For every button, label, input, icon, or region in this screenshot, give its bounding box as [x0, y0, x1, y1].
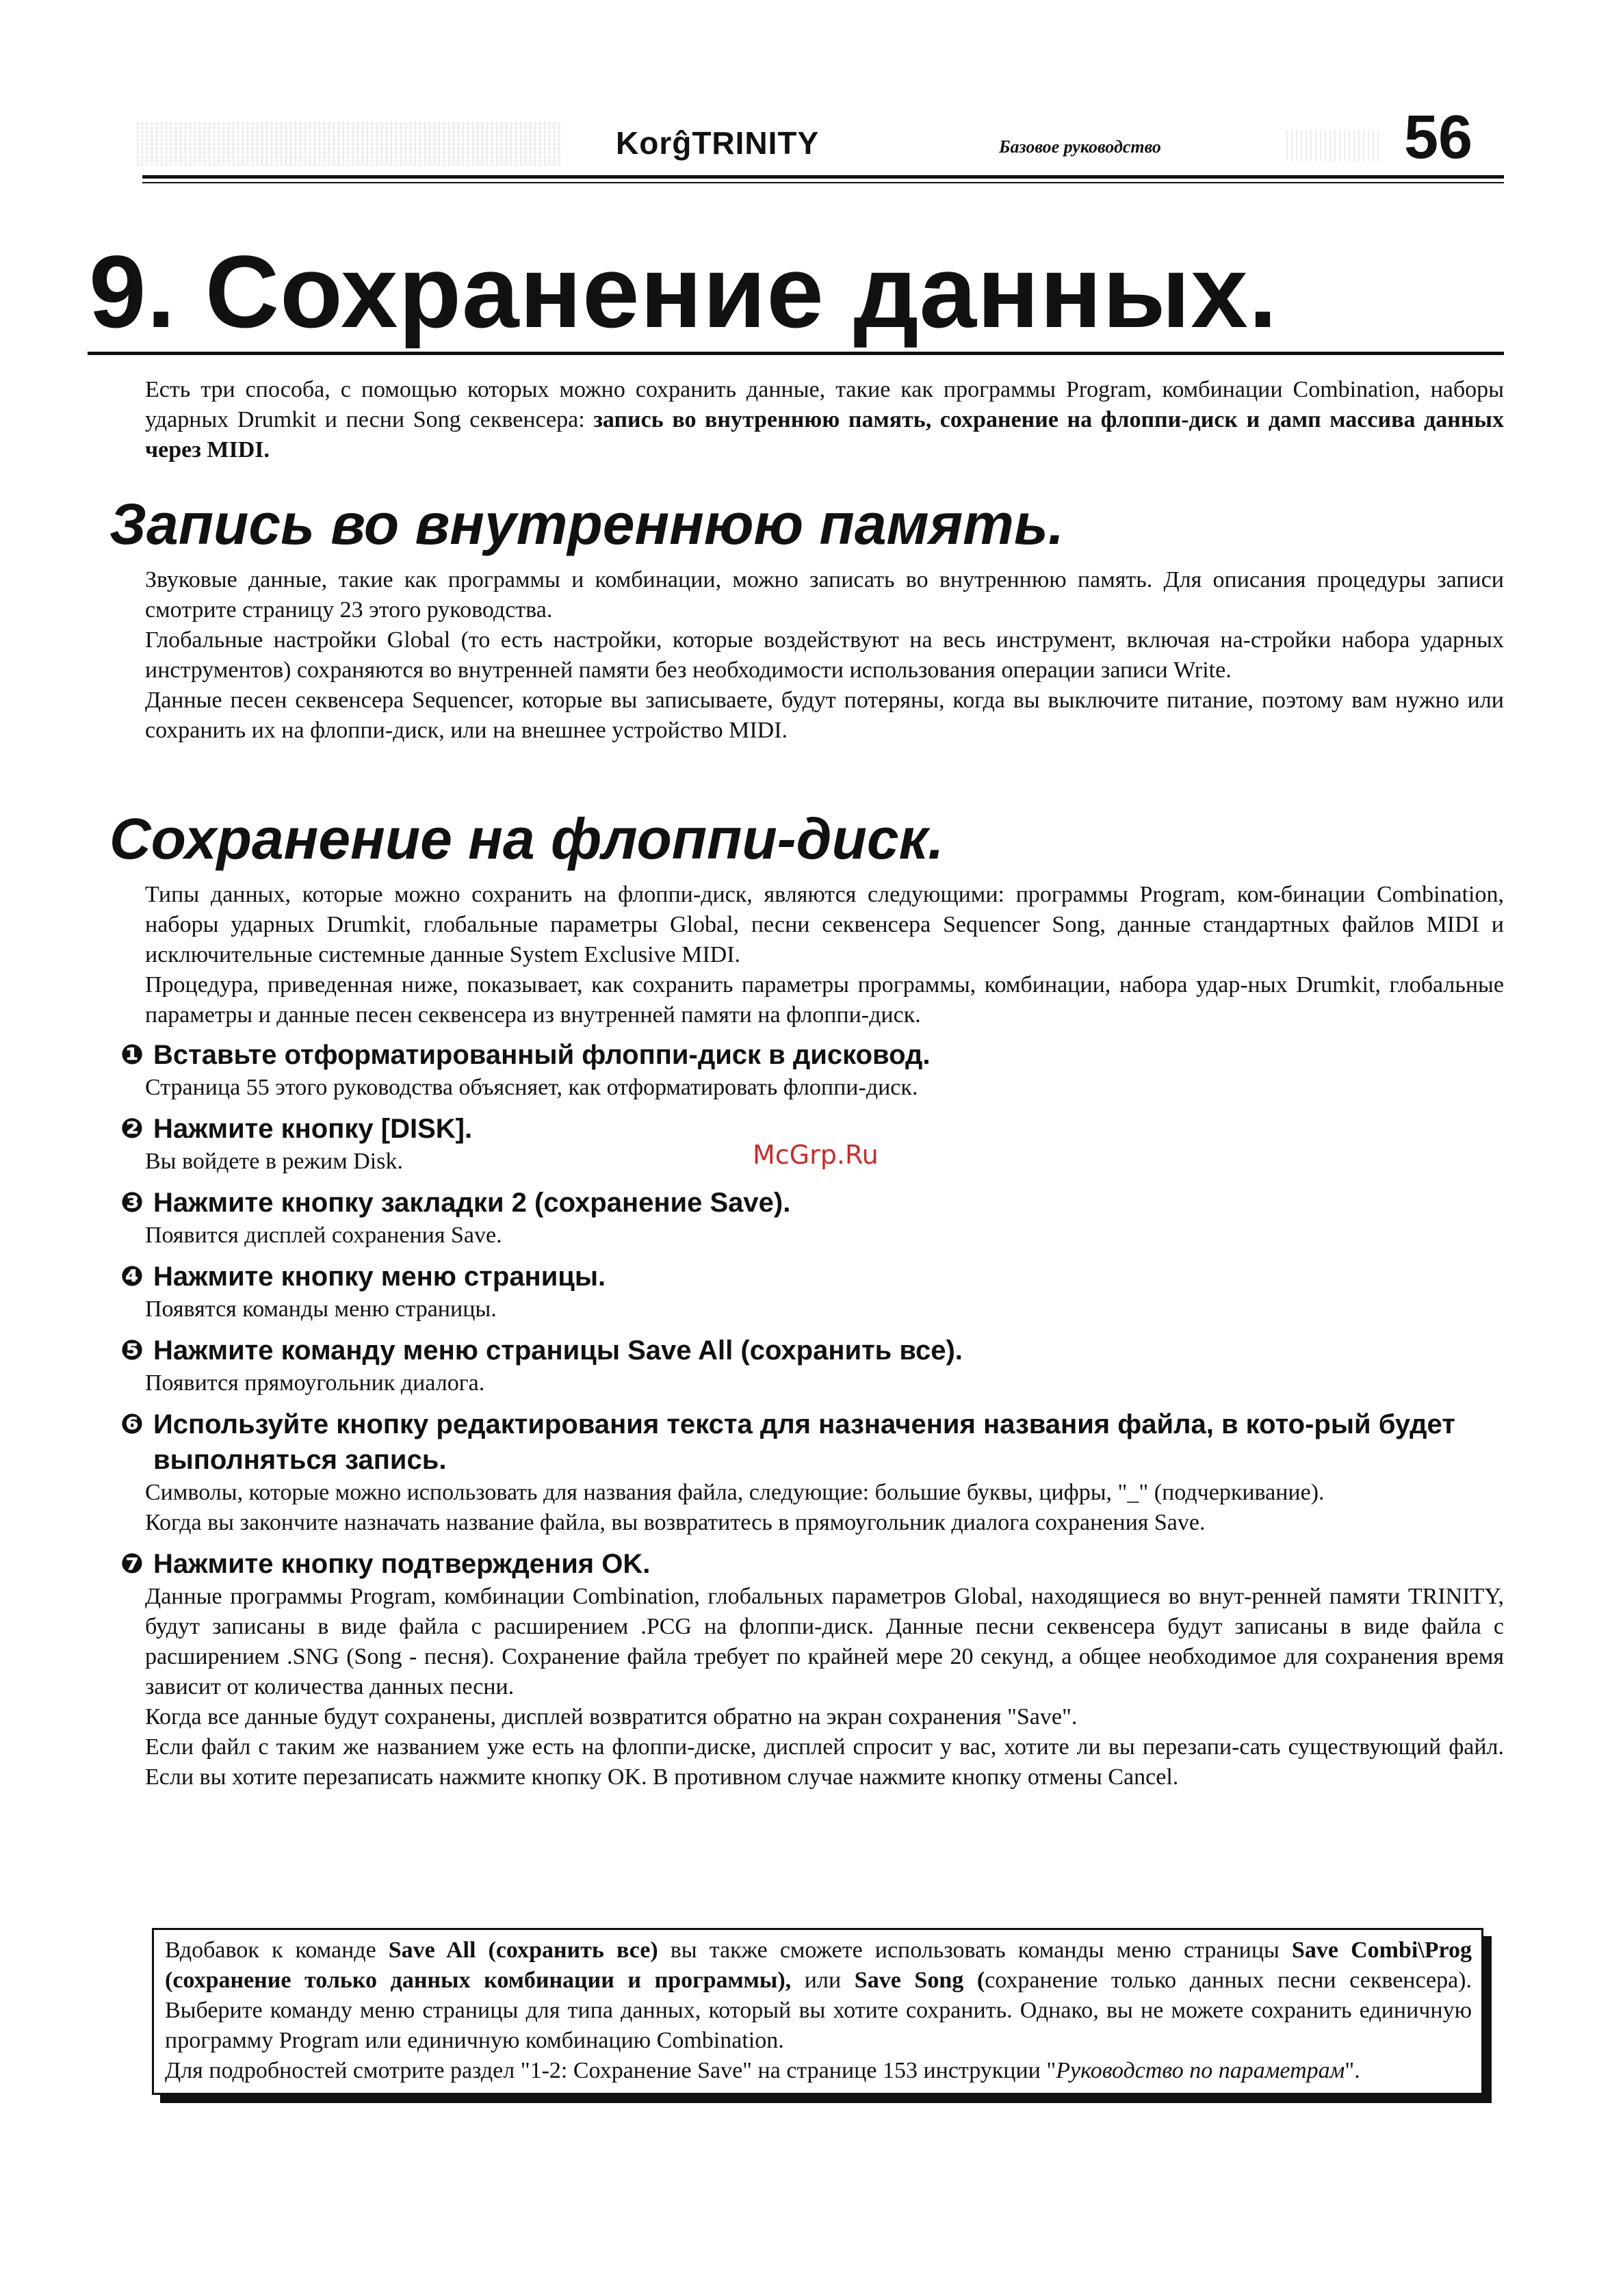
note-paragraph — [165, 2056, 1472, 2086]
note-bold: Save Song ( — [854, 1968, 985, 1993]
step-title: Нажмите команду меню страницы Save All (сохранить все). — [153, 1335, 963, 1366]
paragraph: Процедура, приведенная ниже, показывает, как сохранить параметры программы, комбинации, набора удар-ных Drumkit, глобальные параметры и данные песен секвенсера из внутренней памяти на флоппи-диск. — [145, 972, 1504, 1028]
step-text: Символы, которые можно использовать для названия файла, следующие: большие буквы, цифры, "_" (подчеркивание). — [145, 1480, 1325, 1505]
header-rule-thin — [142, 182, 1504, 183]
step-title: Вставьте отформатированный флоппи-диск в дисковод. — [153, 1040, 931, 1070]
step-title: Используйте кнопку редактирования текста для назначения названия файла, в кото-рый будет выполняться запись. — [153, 1409, 1455, 1475]
paragraph: Глобальные настройки Global (то есть настройки, которые воздействуют на весь инструмент, включая на-стройки набора ударных инструментов) сохраняются во внутренней памяти без необходимости использования операции записи Write. — [145, 627, 1504, 683]
note-text: вы также сможете использовать команды меню страницы — [658, 1938, 1292, 1963]
step-number: ❶ — [120, 1039, 144, 1071]
step-text: Когда все данные будут сохранены, дисплей возвратится обратно на экран сохранения "Save". — [145, 1704, 1078, 1730]
step-title: Нажмите кнопку [DISK]. — [153, 1114, 473, 1144]
step-text: Данные программы Program, комбинации Combination, глобальных параметров Global, находящиеся во внут-ренней памяти TRINITY, будут записаны в виде файла с расширением .PCG на флоппи-диск. Данные песни секвенсера будут записаны в виде файла с расширением .SNG (Song - песня). Сохранение файла требует по крайней мере 20 секунд, а общее необходимое для сохранения время зависит от количества данных песни. — [145, 1584, 1504, 1699]
note-bold: Save All (сохранить все) — [388, 1938, 658, 1963]
chapter-title: 9. Сохранение данных. — [89, 234, 1278, 349]
note-text: или — [791, 1968, 855, 1993]
page-number: 56 — [1404, 103, 1473, 172]
step-number: ❹ — [120, 1261, 144, 1292]
intro-bold: запись во внутреннюю память, сохранение на флоппи-диск и дамп массива данных через MIDI. — [145, 407, 1504, 462]
header-texture — [137, 122, 561, 166]
step-title: Нажмите кнопку закладки 2 (сохранение Save). — [153, 1188, 791, 1218]
note-text: ". — [1345, 2058, 1360, 2083]
section-heading-floppy: Сохранение на флоппи-диск. — [109, 807, 944, 871]
watermark-link[interactable]: McGrp.Ru — [753, 1140, 879, 1170]
step-text: Появятся команды меню страницы. — [145, 1296, 497, 1322]
step-1 — [120, 1037, 1504, 1103]
paragraph: Данные песен секвенсера Sequencer, которые вы записываете, будут потеряны, когда вы выключите питание, поэтому вам нужно или сохранить их на флоппи-диск, или на внешнее устройство MIDI. — [145, 688, 1504, 743]
step-number: ❻ — [120, 1409, 144, 1440]
step-7 — [120, 1546, 1504, 1792]
step-6 — [120, 1407, 1504, 1538]
step-number: ❸ — [120, 1187, 144, 1218]
note-text: Для подробностей смотрите раздел "1-2: Сохранение Save" на странице 153 инструкции " — [165, 2058, 1056, 2083]
note-text: сохранение только данных песни секвенсера). Выберите команду меню страницы для типа данных, который вы хотите сохранить. Однако, вы не можете сохранить единичную программу Program или единичную комбинацию Combination. — [165, 1968, 1472, 2053]
intro-text: Есть три способа, с помощью которых можно сохранить данные, такие как программы Program, комбинации Combination, наборы ударных Drumkit и песни Song секвенсера: — [145, 377, 1504, 432]
step-number: ❺ — [120, 1335, 144, 1366]
section-body-floppy — [145, 880, 1504, 1030]
intro-paragraph — [145, 375, 1504, 465]
note-box — [152, 1928, 1483, 2095]
step-4 — [120, 1259, 1504, 1325]
header-brand: KorĝTRINITY — [616, 125, 820, 161]
step-5 — [120, 1333, 1504, 1398]
step-text: Вы войдете в режим Disk. — [145, 1149, 403, 1174]
title-rule — [88, 352, 1504, 355]
section-body-internal-memory — [145, 565, 1504, 746]
header-rule — [142, 175, 1504, 179]
header-texture-right — [1286, 130, 1382, 161]
note-bold: Save Combi\Prog (сохранение только данных комбинации и программы), — [165, 1938, 1472, 1993]
step-title: Нажмите кнопку подтверждения OK. — [153, 1549, 651, 1579]
note-italic: Руководство по параметрам — [1056, 2058, 1345, 2083]
paragraph: Типы данных, которые можно сохранить на флоппи-диск, являются следующими: программы Program, ком-бинации Combination, наборы ударных Drumkit, глобальные параметры Global, песни секвенсера Sequencer Song, данные стандартных файлов MIDI и исключительные системные данные System Exclusive MIDI. — [145, 882, 1504, 967]
step-text: Если файл с таким же названием уже есть на флоппи-диске, дисплей спросит у вас, хотите ли вы перезапи-сать существующий файл. Если вы хотите перезаписать нажмите кнопку OK. В противном случае нажмите кнопку отмены Cancel. — [145, 1734, 1504, 1790]
step-text: Страница 55 этого руководства объясняет, как отформатировать флоппи-диск. — [145, 1075, 918, 1100]
step-text: Появится прямоугольник диалога. — [145, 1370, 485, 1396]
note-text: Вдобавок к команде — [165, 1938, 389, 1963]
step-number: ❼ — [120, 1548, 144, 1580]
paragraph: Звуковые данные, такие как программы и комбинации, можно записать во внутреннюю память. Для описания процедуры записи смотрите страницу 23 этого руководства. — [145, 567, 1504, 623]
step-text: Появится дисплей сохранения Save. — [145, 1223, 502, 1248]
section-heading-internal-memory: Запись во внутреннюю память. — [109, 492, 1065, 556]
header-subtitle: Базовое руководство — [999, 137, 1161, 157]
step-number: ❷ — [120, 1113, 144, 1145]
step-3 — [120, 1185, 1504, 1251]
note-paragraph — [165, 1935, 1472, 2056]
step-text: Когда вы закончите назначать название файла, вы возвратитесь в прямоугольник диалога сохранения Save. — [145, 1510, 1206, 1535]
step-title: Нажмите кнопку меню страницы. — [153, 1262, 606, 1292]
